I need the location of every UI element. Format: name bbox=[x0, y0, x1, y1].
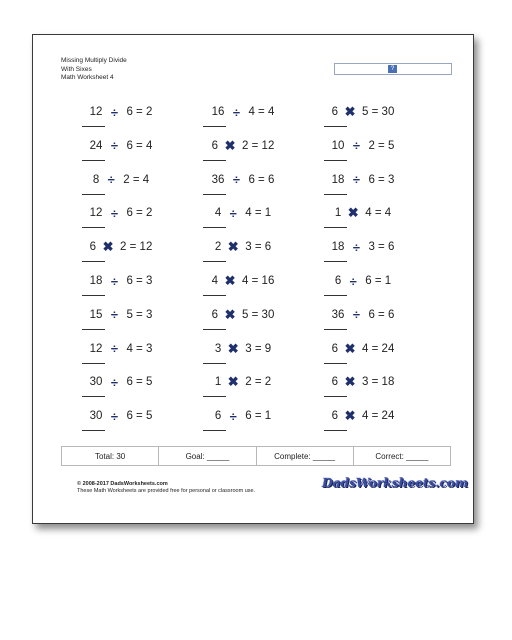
problem-equation bbox=[313, 341, 413, 357]
problem-operand: 36 bbox=[331, 308, 345, 321]
problem-item bbox=[313, 341, 413, 371]
problem-operand: 6 bbox=[331, 342, 339, 355]
problem-equation bbox=[193, 307, 293, 323]
problem-equation bbox=[193, 104, 293, 120]
problem-operand: 24 bbox=[89, 139, 103, 152]
problem-result: 6 = 6 bbox=[248, 173, 275, 186]
divide-icon: ÷ bbox=[110, 307, 118, 323]
problem-result: 6 = 5 bbox=[126, 410, 153, 423]
problem-item bbox=[71, 172, 171, 202]
problem-item bbox=[71, 239, 171, 269]
problem-operand: 36 bbox=[211, 173, 225, 186]
problem-result: 5 = 30 bbox=[242, 308, 275, 321]
problem-equation bbox=[71, 239, 171, 255]
multiply-icon: ✖ bbox=[344, 340, 356, 356]
problem-item bbox=[193, 104, 293, 134]
problem-result: 5 = 30 bbox=[362, 106, 395, 118]
answer-blank[interactable] bbox=[203, 194, 226, 195]
divide-icon: ÷ bbox=[107, 172, 115, 188]
divide-icon: ÷ bbox=[110, 273, 118, 289]
problem-result: 4 = 24 bbox=[362, 410, 395, 423]
problem-item bbox=[71, 341, 171, 371]
problem-item bbox=[193, 205, 293, 235]
problem-item bbox=[193, 172, 293, 202]
answer-blank[interactable] bbox=[203, 396, 226, 397]
answer-blank[interactable] bbox=[203, 261, 226, 262]
answer-blank[interactable] bbox=[82, 396, 105, 397]
problem-operand: 15 bbox=[89, 308, 103, 321]
problem-result: 6 = 6 bbox=[368, 308, 395, 321]
multiply-icon: ✖ bbox=[227, 340, 239, 356]
problem-operand: 6 bbox=[214, 410, 222, 423]
problem-result: 2 = 4 bbox=[123, 173, 150, 186]
goal-field: Goal: _____ bbox=[158, 447, 255, 465]
multiply-icon: ✖ bbox=[347, 205, 359, 221]
multiply-icon: ✖ bbox=[102, 239, 114, 255]
problem-operand: 18 bbox=[89, 275, 103, 287]
answer-blank[interactable] bbox=[203, 160, 226, 161]
score-bar bbox=[61, 446, 451, 466]
problem-equation bbox=[71, 104, 171, 120]
problem-result: 4 = 4 bbox=[248, 106, 275, 118]
answer-blank[interactable] bbox=[203, 295, 226, 296]
worksheet-page bbox=[32, 34, 474, 524]
problem-equation bbox=[313, 104, 413, 120]
multiply-icon: ✖ bbox=[224, 137, 236, 153]
problem-item bbox=[193, 239, 293, 269]
problem-result: 3 = 18 bbox=[362, 376, 395, 389]
problem-operand: 12 bbox=[89, 106, 103, 118]
problem-equation bbox=[313, 138, 413, 154]
answer-blank[interactable] bbox=[324, 227, 347, 228]
problem-operand: 12 bbox=[89, 207, 103, 220]
problem-equation bbox=[71, 273, 171, 289]
problem-result: 2 = 5 bbox=[368, 139, 395, 152]
answer-blank[interactable] bbox=[203, 329, 226, 330]
problem-equation bbox=[193, 374, 293, 390]
divide-icon: ÷ bbox=[352, 307, 360, 323]
problem-equation bbox=[71, 307, 171, 323]
multiply-icon: ✖ bbox=[227, 374, 239, 390]
multiply-icon: ✖ bbox=[344, 408, 356, 424]
usage-line: These Math Worksheets are provided free for personal or classroom use. bbox=[77, 488, 256, 494]
divide-icon: ÷ bbox=[352, 239, 360, 255]
worksheet-title: Missing Multiply Divide bbox=[61, 57, 127, 64]
answer-blank[interactable] bbox=[82, 194, 105, 195]
problem-item bbox=[193, 341, 293, 371]
problem-equation bbox=[71, 205, 171, 221]
problem-result: 4 = 24 bbox=[362, 342, 395, 355]
answer-blank[interactable] bbox=[324, 363, 347, 364]
problem-equation bbox=[313, 374, 413, 390]
divide-icon: ÷ bbox=[110, 138, 118, 154]
problem-item bbox=[71, 273, 171, 303]
problem-result: 4 = 1 bbox=[245, 207, 272, 220]
problem-item bbox=[71, 374, 171, 404]
problem-equation bbox=[193, 408, 293, 424]
problem-item bbox=[313, 374, 413, 404]
divide-icon: ÷ bbox=[110, 374, 118, 390]
problem-operand: 8 bbox=[92, 173, 100, 186]
answer-blank[interactable] bbox=[324, 430, 347, 431]
problem-equation bbox=[71, 374, 171, 390]
problem-item bbox=[313, 172, 413, 202]
divide-icon: ÷ bbox=[110, 205, 118, 221]
answer-blank[interactable] bbox=[324, 396, 347, 397]
problem-equation bbox=[71, 341, 171, 357]
problem-result: 2 = 12 bbox=[242, 139, 275, 152]
problem-operand: 6 bbox=[331, 106, 339, 118]
problem-item bbox=[313, 104, 413, 134]
problem-result: 4 = 16 bbox=[242, 275, 275, 287]
answer-blank[interactable] bbox=[82, 160, 105, 161]
problem-equation bbox=[313, 273, 413, 289]
problem-operand: 2 bbox=[214, 241, 222, 254]
problem-result: 3 = 6 bbox=[368, 241, 395, 254]
problem-equation bbox=[193, 341, 293, 357]
problem-operand: 6 bbox=[331, 410, 339, 423]
problem-result: 2 = 2 bbox=[245, 376, 272, 389]
problem-equation bbox=[193, 273, 293, 289]
problem-item bbox=[71, 307, 171, 337]
multiply-icon: ✖ bbox=[224, 273, 236, 288]
problem-equation bbox=[313, 239, 413, 255]
problem-result: 3 = 9 bbox=[245, 342, 272, 355]
answer-blank[interactable] bbox=[324, 160, 347, 161]
answer-blank[interactable] bbox=[203, 430, 226, 431]
answer-blank[interactable] bbox=[82, 295, 105, 296]
problem-result: 6 = 3 bbox=[126, 275, 153, 287]
problem-operand: 30 bbox=[89, 410, 103, 423]
problem-item bbox=[313, 307, 413, 337]
answer-key-box[interactable] bbox=[334, 63, 452, 75]
answer-blank[interactable] bbox=[324, 194, 347, 195]
multiply-icon: ✖ bbox=[344, 104, 356, 119]
answer-blank[interactable] bbox=[324, 261, 347, 262]
problem-operand: 3 bbox=[214, 342, 222, 355]
problem-operand: 4 bbox=[211, 275, 219, 287]
divide-icon: ÷ bbox=[352, 172, 360, 188]
problem-equation bbox=[313, 307, 413, 323]
problem-result: 3 = 6 bbox=[245, 241, 272, 254]
answer-blank[interactable] bbox=[203, 126, 226, 127]
problem-result: 6 = 1 bbox=[365, 275, 392, 287]
problem-item bbox=[71, 408, 171, 438]
problem-item bbox=[193, 307, 293, 337]
divide-icon: ÷ bbox=[352, 138, 360, 154]
complete-field: Complete: _____ bbox=[256, 447, 353, 465]
answer-blank[interactable] bbox=[82, 363, 105, 364]
problem-equation bbox=[193, 138, 293, 154]
multiply-icon: ✖ bbox=[227, 239, 239, 255]
problem-item bbox=[71, 138, 171, 168]
answer-blank[interactable] bbox=[324, 126, 347, 127]
problem-equation bbox=[313, 172, 413, 188]
problem-operand: 6 bbox=[334, 275, 342, 287]
copyright-line: © 2008-2017 DadsWorksheets.com bbox=[77, 481, 168, 487]
divide-icon: ÷ bbox=[232, 104, 240, 120]
problem-equation bbox=[193, 205, 293, 221]
answer-blank[interactable] bbox=[82, 329, 105, 330]
problem-result: 4 = 3 bbox=[126, 342, 153, 355]
answer-blank[interactable] bbox=[82, 126, 105, 127]
problem-operand: 4 bbox=[214, 207, 222, 220]
multiply-icon: ✖ bbox=[224, 306, 236, 322]
problem-equation bbox=[71, 138, 171, 154]
problem-item bbox=[193, 273, 293, 303]
problem-operand: 1 bbox=[334, 207, 342, 220]
total-count: Total: 30 bbox=[95, 451, 126, 461]
divide-icon: ÷ bbox=[110, 104, 118, 120]
worksheet-subtitle: With Sixes bbox=[61, 65, 92, 73]
problem-operand: 12 bbox=[89, 342, 103, 355]
problem-item bbox=[313, 273, 413, 303]
problem-operand: 18 bbox=[331, 173, 345, 186]
problem-operand: 18 bbox=[331, 241, 345, 254]
problem-equation bbox=[71, 172, 171, 188]
problem-result: 6 = 2 bbox=[126, 207, 153, 220]
problem-equation bbox=[193, 172, 293, 188]
answer-blank[interactable] bbox=[324, 329, 347, 330]
answer-blank[interactable] bbox=[203, 227, 226, 228]
problem-operand: 6 bbox=[211, 139, 219, 152]
answer-blank[interactable] bbox=[324, 295, 347, 296]
divide-icon: ÷ bbox=[229, 408, 237, 424]
divide-icon: ÷ bbox=[110, 408, 118, 424]
problem-equation bbox=[193, 239, 293, 255]
problem-item bbox=[71, 104, 171, 134]
problem-result: 6 = 1 bbox=[245, 410, 272, 423]
problem-equation bbox=[71, 408, 171, 424]
problem-item bbox=[193, 408, 293, 438]
problem-result: 6 = 5 bbox=[126, 376, 153, 389]
problem-item bbox=[313, 205, 413, 235]
problem-result: 4 = 4 bbox=[365, 207, 392, 220]
problem-operand: 6 bbox=[211, 308, 219, 321]
divide-icon: ÷ bbox=[232, 172, 240, 188]
divide-icon: ÷ bbox=[349, 273, 357, 289]
worksheet-header bbox=[61, 57, 127, 83]
problem-equation bbox=[313, 408, 413, 424]
problem-result: 6 = 4 bbox=[126, 139, 153, 152]
problem-item bbox=[193, 374, 293, 404]
problem-result: 6 = 3 bbox=[368, 173, 395, 186]
correct-field: Correct: _____ bbox=[353, 447, 450, 465]
answer-blank[interactable] bbox=[203, 363, 226, 364]
answer-blank[interactable] bbox=[82, 430, 105, 431]
worksheet-number: Math Worksheet 4 bbox=[61, 74, 114, 81]
answer-blank[interactable] bbox=[82, 261, 105, 262]
problem-operand: 16 bbox=[211, 106, 225, 118]
problem-operand: 30 bbox=[89, 376, 103, 389]
problem-item bbox=[313, 408, 413, 438]
problem-result: 5 = 3 bbox=[126, 308, 153, 321]
problem-operand: 1 bbox=[214, 376, 222, 389]
multiply-icon: ✖ bbox=[344, 374, 356, 390]
problem-operand: 6 bbox=[89, 241, 97, 254]
copyright-notice bbox=[77, 481, 255, 495]
problem-item bbox=[71, 205, 171, 235]
divide-icon: ÷ bbox=[110, 341, 118, 357]
problem-result: 2 = 12 bbox=[120, 241, 153, 254]
problem-equation bbox=[313, 205, 413, 221]
problem-item bbox=[313, 138, 413, 168]
problem-operand: 6 bbox=[331, 376, 339, 389]
problem-item bbox=[313, 239, 413, 269]
answer-blank[interactable] bbox=[82, 227, 105, 228]
dadsworksheets-logo[interactable]: DadsWorksheets.com bbox=[322, 475, 469, 490]
answer-key-icon[interactable]: ? bbox=[388, 65, 397, 73]
problem-operand: 10 bbox=[331, 139, 345, 152]
divide-icon: ÷ bbox=[229, 205, 237, 221]
problem-item bbox=[193, 138, 293, 168]
problem-result: 6 = 2 bbox=[126, 106, 153, 118]
